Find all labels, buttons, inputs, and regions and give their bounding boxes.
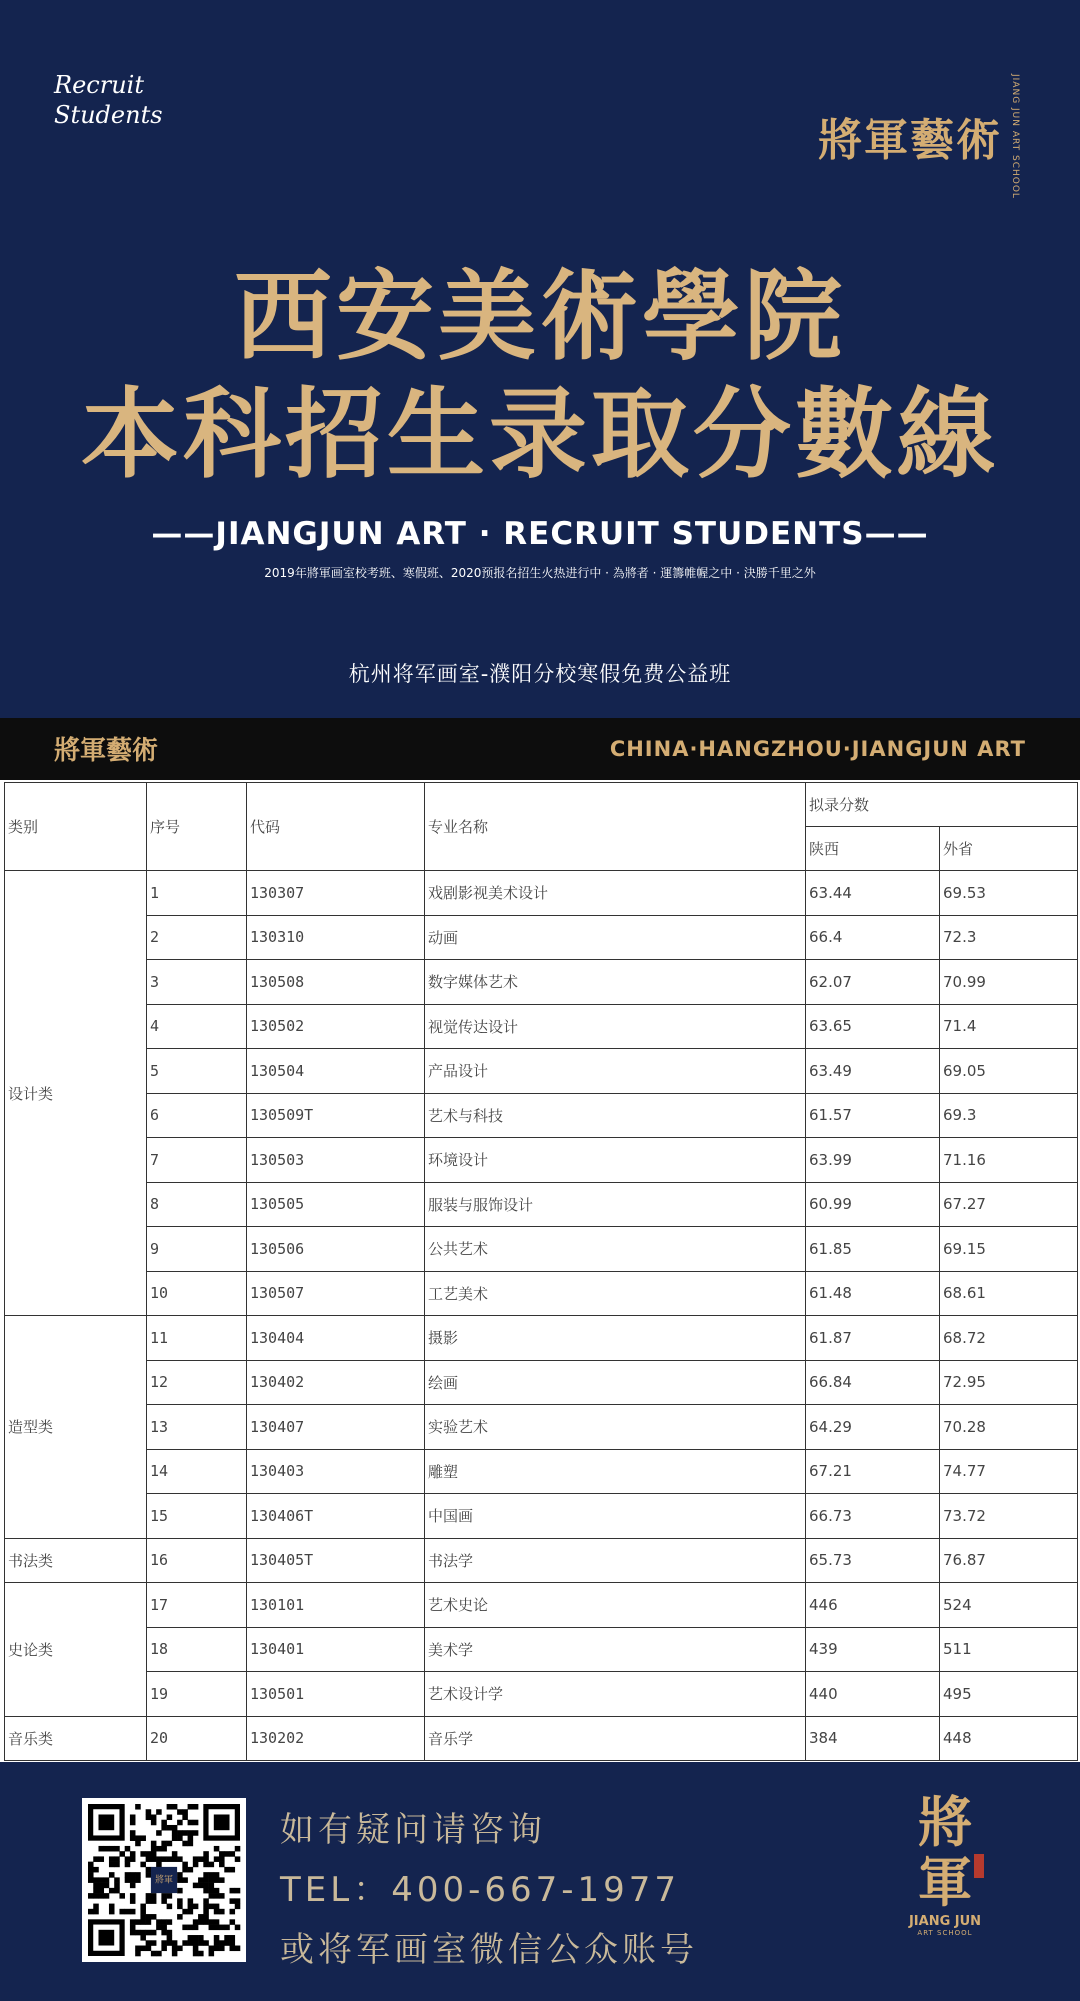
table-row	[5, 1538, 1078, 1583]
shaanxi-score-cell: 66.4	[806, 915, 940, 960]
enrollment-note: 2019年將軍画室校考班、寒假班、2020预报名招生火热进行中 · 為將者 · 運籌帷幄之中 · 決勝千里之外	[264, 566, 816, 580]
code-cell: 130310	[247, 915, 425, 960]
contact-line-3: 或将军画室微信公众账号	[280, 1930, 698, 1970]
other-province-score-cell: 69.05	[940, 1049, 1078, 1094]
code-cell: 130507	[247, 1271, 425, 1316]
major-cell: 产品设计	[425, 1049, 806, 1094]
major-cell: 环境设计	[425, 1138, 806, 1183]
index-cell: 18	[147, 1627, 247, 1672]
shaanxi-score-cell: 61.85	[806, 1227, 940, 1272]
table-row	[5, 1583, 1078, 1628]
table-row	[5, 1672, 1078, 1717]
major-cell: 书法学	[425, 1538, 806, 1583]
wechat-qr-code	[82, 1798, 246, 1962]
shaanxi-score-cell: 66.73	[806, 1494, 940, 1539]
index-cell: 7	[147, 1138, 247, 1183]
table-row	[5, 1004, 1078, 1049]
table-row	[5, 1182, 1078, 1227]
table-row	[5, 1316, 1078, 1361]
index-cell: 11	[147, 1316, 247, 1361]
major-cell: 音乐学	[425, 1716, 806, 1761]
shaanxi-score-cell: 64.29	[806, 1405, 940, 1450]
shaanxi-score-cell: 65.73	[806, 1538, 940, 1583]
header-shaanxi: 陕西	[806, 827, 940, 871]
code-cell: 130509T	[247, 1093, 425, 1138]
code-cell: 130506	[247, 1227, 425, 1272]
code-cell: 130504	[247, 1049, 425, 1094]
header-index: 序号	[147, 783, 247, 871]
index-cell: 10	[147, 1271, 247, 1316]
major-cell: 动画	[425, 915, 806, 960]
index-cell: 9	[147, 1227, 247, 1272]
code-cell: 130508	[247, 960, 425, 1005]
code-cell: 130401	[247, 1627, 425, 1672]
other-province-score-cell: 68.72	[940, 1316, 1078, 1361]
header-code: 代码	[247, 783, 425, 871]
tagline: ——JIANGJUN ART · RECRUIT STUDENTS——	[151, 516, 929, 552]
shaanxi-score-cell: 440	[806, 1672, 940, 1717]
index-cell: 12	[147, 1360, 247, 1405]
index-cell: 6	[147, 1093, 247, 1138]
major-cell: 艺术史论	[425, 1583, 806, 1628]
table-row	[5, 1627, 1078, 1672]
brand-band	[0, 718, 1080, 780]
index-cell: 13	[147, 1405, 247, 1450]
code-cell: 130407	[247, 1405, 425, 1450]
header-other-province: 外省	[940, 827, 1078, 871]
students-line: Students	[54, 101, 163, 129]
major-cell: 实验艺术	[425, 1405, 806, 1450]
category-cell: 书法类	[5, 1538, 147, 1583]
qr-code-graphic	[82, 1798, 246, 1962]
table-row	[5, 1716, 1078, 1761]
band-brand-logo	[54, 730, 158, 767]
index-cell: 16	[147, 1538, 247, 1583]
table-row	[5, 1227, 1078, 1272]
other-province-score-cell: 71.4	[940, 1004, 1078, 1049]
major-cell: 美术学	[425, 1627, 806, 1672]
brand-mark-sub: ART SCHOOL	[917, 1929, 973, 1937]
shaanxi-score-cell: 446	[806, 1583, 940, 1628]
other-province-score-cell: 67.27	[940, 1182, 1078, 1227]
major-cell: 视觉传达设计	[425, 1004, 806, 1049]
shaanxi-score-cell: 384	[806, 1716, 940, 1761]
shaanxi-score-cell: 60.99	[806, 1182, 940, 1227]
table-row	[5, 1049, 1078, 1094]
header-score-group: 拟录分数	[806, 783, 1078, 827]
brand-mark-bottom	[900, 1792, 990, 1937]
other-province-score-cell: 72.3	[940, 915, 1078, 960]
other-province-score-cell: 68.61	[940, 1271, 1078, 1316]
code-cell: 130101	[247, 1583, 425, 1628]
table-row	[5, 1093, 1078, 1138]
recruit-students-script	[54, 70, 163, 130]
other-province-score-cell: 76.87	[940, 1538, 1078, 1583]
shaanxi-score-cell: 63.99	[806, 1138, 940, 1183]
score-table-section	[0, 780, 1080, 1762]
table-row	[5, 1449, 1078, 1494]
code-cell: 130505	[247, 1182, 425, 1227]
headline-line-1: 西安美術學院	[233, 260, 846, 374]
major-cell: 艺术与科技	[425, 1093, 806, 1138]
other-province-score-cell: 69.3	[940, 1093, 1078, 1138]
table-row	[5, 1405, 1078, 1450]
shaanxi-score-cell: 66.84	[806, 1360, 940, 1405]
other-province-score-cell: 74.77	[940, 1449, 1078, 1494]
code-cell: 130307	[247, 871, 425, 916]
table-header-row	[5, 783, 1078, 827]
table-row	[5, 915, 1078, 960]
brand-name-cn: 將軍藝術	[818, 115, 1002, 167]
index-cell: 8	[147, 1182, 247, 1227]
other-province-score-cell: 70.99	[940, 960, 1078, 1005]
other-province-score-cell: 70.28	[940, 1405, 1078, 1450]
other-province-score-cell: 73.72	[940, 1494, 1078, 1539]
other-province-score-cell: 524	[940, 1583, 1078, 1628]
brand-name-en: JIANG JUN ART SCHOOL	[1010, 74, 1020, 199]
category-cell: 设计类	[5, 871, 147, 1316]
category-cell: 造型类	[5, 1316, 147, 1539]
major-cell: 摄影	[425, 1316, 806, 1361]
index-cell: 5	[147, 1049, 247, 1094]
major-cell: 绘画	[425, 1360, 806, 1405]
other-province-score-cell: 511	[940, 1627, 1078, 1672]
headline-line-2: 本科招生录取分數線	[80, 378, 999, 492]
contact-phone[interactable]: TEL：400-667-1977	[280, 1870, 681, 1910]
code-cell: 130405T	[247, 1538, 425, 1583]
major-cell: 公共艺术	[425, 1227, 806, 1272]
score-table-body	[5, 783, 1078, 1761]
index-cell: 4	[147, 1004, 247, 1049]
index-cell: 3	[147, 960, 247, 1005]
major-cell: 服装与服饰设计	[425, 1182, 806, 1227]
major-cell: 中国画	[425, 1494, 806, 1539]
brand-mark-cn: 將軍	[918, 1790, 972, 1914]
major-cell: 艺术设计学	[425, 1672, 806, 1717]
score-table	[4, 782, 1078, 1761]
table-row	[5, 1138, 1078, 1183]
index-cell: 2	[147, 915, 247, 960]
table-row	[5, 871, 1078, 916]
table-row	[5, 1360, 1078, 1405]
other-province-score-cell: 448	[940, 1716, 1078, 1761]
shaanxi-score-cell: 63.44	[806, 871, 940, 916]
brand-logo-top	[818, 74, 1020, 199]
index-cell: 17	[147, 1583, 247, 1628]
other-province-score-cell: 495	[940, 1672, 1078, 1717]
shaanxi-score-cell: 63.49	[806, 1049, 940, 1094]
code-cell: 130406T	[247, 1494, 425, 1539]
index-cell: 19	[147, 1672, 247, 1717]
brand-mark-en: JIANG JUN	[908, 1914, 982, 1929]
index-cell: 1	[147, 871, 247, 916]
band-location: CHINA·HANGZHOU·JIANGJUN ART	[609, 737, 1026, 761]
shaanxi-score-cell: 62.07	[806, 960, 940, 1005]
table-row	[5, 1271, 1078, 1316]
table-row	[5, 1494, 1078, 1539]
red-seal-icon	[974, 1854, 984, 1878]
major-cell: 数字媒体艺术	[425, 960, 806, 1005]
header-major: 专业名称	[425, 783, 806, 871]
major-cell: 工艺美术	[425, 1271, 806, 1316]
code-cell: 130501	[247, 1672, 425, 1717]
contact-line-1: 如有疑问请咨询	[280, 1810, 546, 1850]
shaanxi-score-cell: 63.65	[806, 1004, 940, 1049]
category-cell: 史论类	[5, 1583, 147, 1717]
code-cell: 130403	[247, 1449, 425, 1494]
shaanxi-score-cell: 439	[806, 1627, 940, 1672]
campus-line: 杭州将军画室-濮阳分校寒假免费公益班	[348, 662, 732, 686]
code-cell: 130202	[247, 1716, 425, 1761]
major-cell: 雕塑	[425, 1449, 806, 1494]
hero-section	[0, 0, 1080, 718]
other-province-score-cell: 69.15	[940, 1227, 1078, 1272]
code-cell: 130503	[247, 1138, 425, 1183]
index-cell: 20	[147, 1716, 247, 1761]
shaanxi-score-cell: 61.48	[806, 1271, 940, 1316]
recruit-line: Recruit	[54, 71, 144, 99]
index-cell: 15	[147, 1494, 247, 1539]
shaanxi-score-cell: 61.87	[806, 1316, 940, 1361]
other-province-score-cell: 69.53	[940, 871, 1078, 916]
other-province-score-cell: 72.95	[940, 1360, 1078, 1405]
code-cell: 130404	[247, 1316, 425, 1361]
index-cell: 14	[147, 1449, 247, 1494]
header-category: 类别	[5, 783, 147, 871]
code-cell: 130402	[247, 1360, 425, 1405]
major-cell: 戏剧影视美术设计	[425, 871, 806, 916]
band-brand-text: 將軍藝術	[54, 736, 159, 766]
category-cell: 音乐类	[5, 1716, 147, 1761]
shaanxi-score-cell: 61.57	[806, 1093, 940, 1138]
table-row	[5, 960, 1078, 1005]
shaanxi-score-cell: 67.21	[806, 1449, 940, 1494]
other-province-score-cell: 71.16	[940, 1138, 1078, 1183]
qr-center-logo: 將軍	[154, 1875, 174, 1886]
code-cell: 130502	[247, 1004, 425, 1049]
footer-section	[0, 1762, 1080, 2001]
